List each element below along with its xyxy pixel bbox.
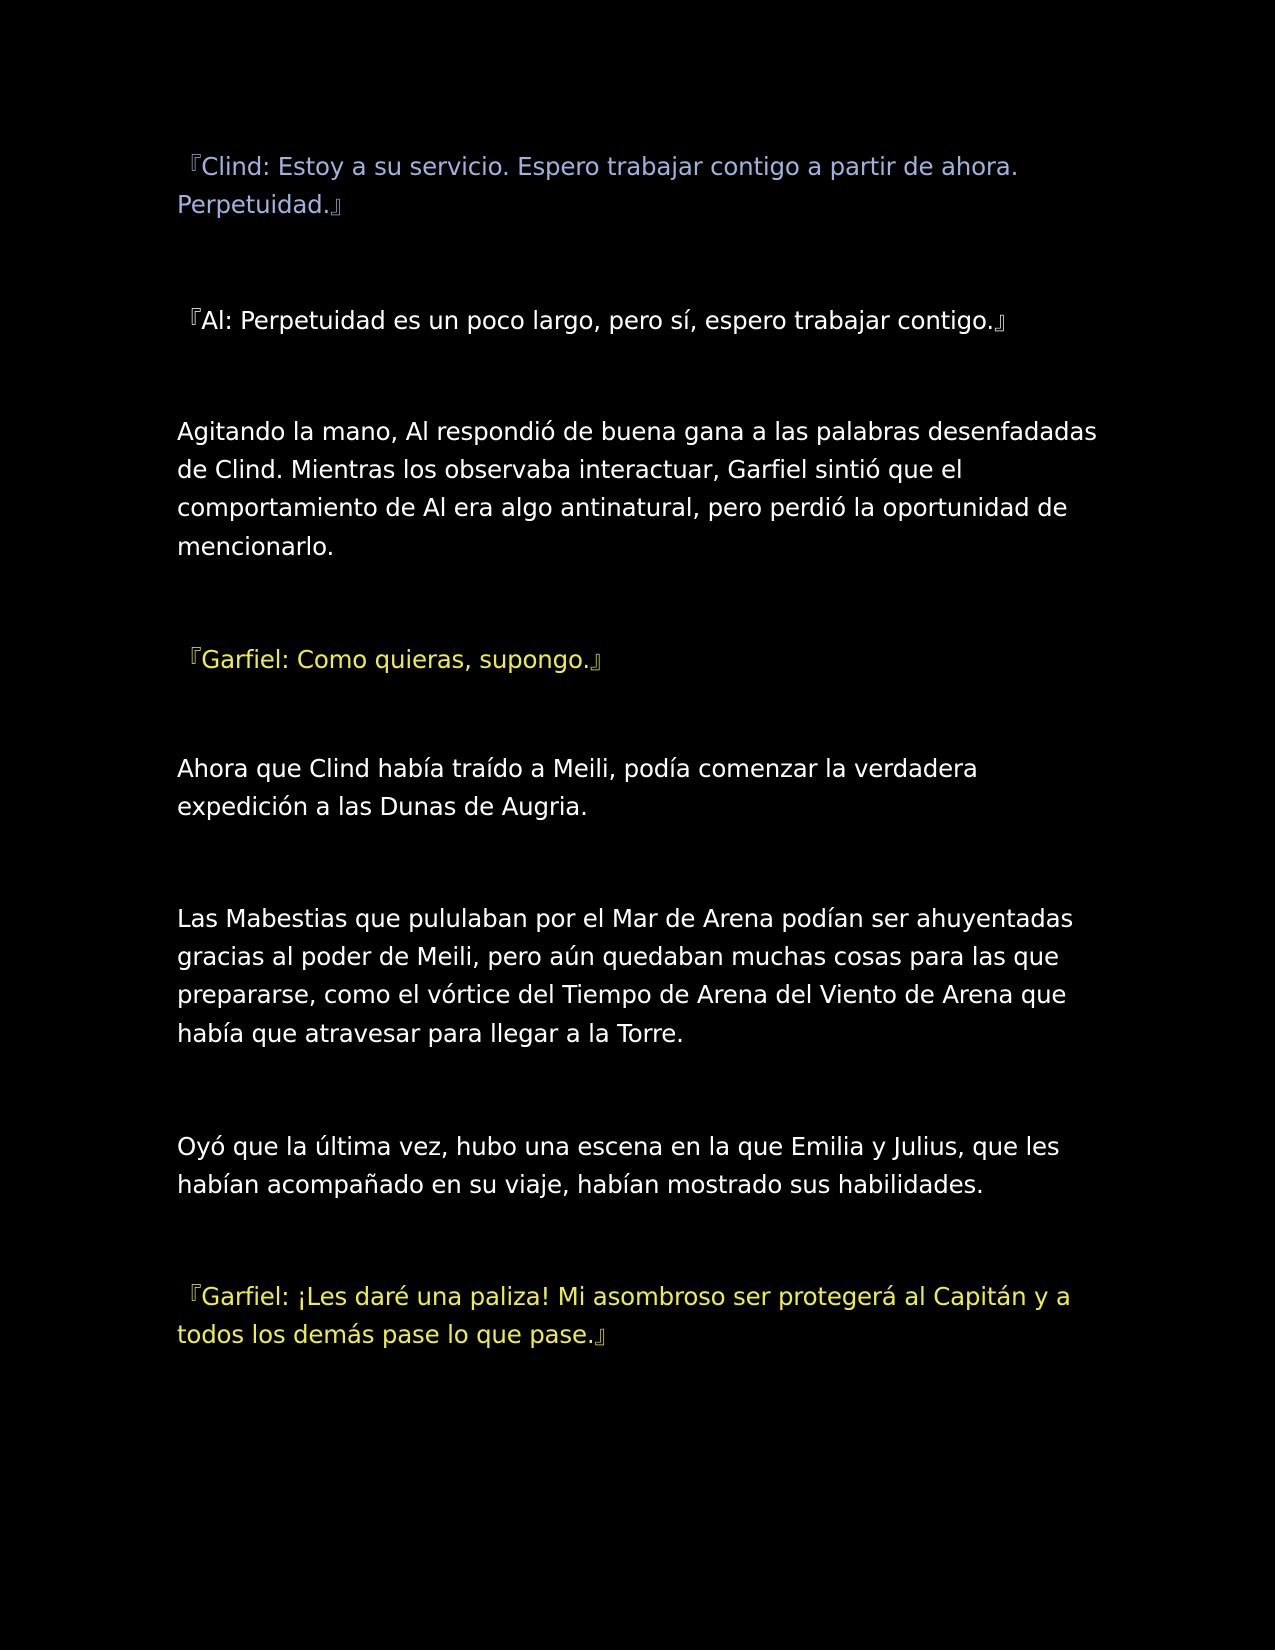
dialogue-al: 『Al: Perpetuidad es un poco largo, pero sí, espero trabajar contigo.』 bbox=[177, 306, 1019, 335]
narration-paragraph: Oyó que la última vez, hubo una escena en la que Emilia y Julius, que les habían acompañado en su viaje, habían mostrado sus habilidades. bbox=[177, 1132, 1060, 1200]
narration-paragraph: Ahora que Clind había traído a Meili, podía comenzar la verdadera expedición a las Dunas de Augria. bbox=[177, 754, 978, 822]
dialogue-clind: 『Clind: Estoy a su servicio. Espero trabajar contigo a partir de ahora. Perpetuidad.』 bbox=[177, 152, 1019, 220]
narration-paragraph: Agitando la mano, Al respondió de buena gana a las palabras desenfadadas de Clind. Mientras los observaba interactuar, Garfiel sintió que el comportamiento de Al era algo antinatural, pero perdió la oportunidad de mencionarlo. bbox=[177, 417, 1097, 561]
dialogue-garfiel: 『Garfiel: Como quieras, supongo.』 bbox=[177, 645, 615, 674]
narration-paragraph: Las Mabestias que pululaban por el Mar de Arena podían ser ahuyentadas gracias al poder de Meili, pero aún quedaban muchas cosas para las que prepararse, como el vórtice del Tiempo de Arena del Viento de Arena que había que atravesar para llegar a la Torre. bbox=[177, 904, 1074, 1048]
dialogue-garfiel: 『Garfiel: ¡Les daré una paliza! Mi asombroso ser protegerá al Capitán y a todos los demás pase lo que pase.』 bbox=[177, 1282, 1071, 1350]
